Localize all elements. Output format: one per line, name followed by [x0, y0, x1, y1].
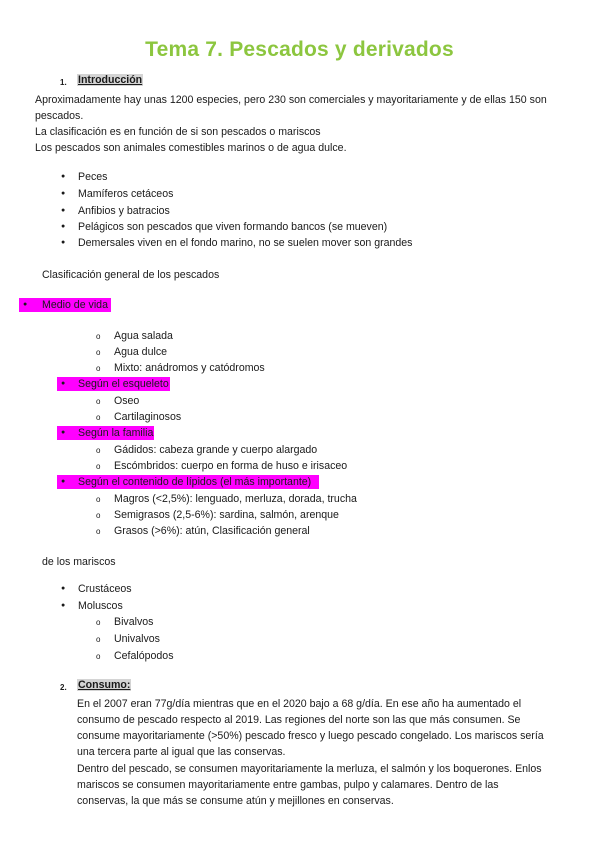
- list-item: Crustáceos: [78, 583, 132, 595]
- circle-bullet: o: [96, 495, 101, 504]
- intro-line-4: Los pescados son animales comestibles marinos o de agua dulce.: [35, 142, 347, 154]
- intro-line-2: pescados.: [35, 110, 84, 122]
- bullet-dot: ●: [61, 190, 66, 197]
- consumo-line-6: mariscos se consumen mayoritariamente entre gambas, pulpo y calamares. Dentro de las: [77, 779, 499, 791]
- circle-bullet: o: [96, 348, 101, 357]
- list-item: Gádidos: cabeza grande y cuerpo alargado: [114, 444, 318, 456]
- bullet-dot: ●: [61, 585, 66, 592]
- bullet-dot: ●: [61, 478, 66, 485]
- group-label-familia: Según la familia: [78, 427, 154, 439]
- list-item: Pelágicos son pescados que viven formando bancos (se mueven): [78, 221, 388, 233]
- intro-line-3: La clasificación es en función de si son pescados o mariscos: [35, 126, 321, 138]
- circle-bullet: o: [96, 635, 101, 644]
- group-label-medio-de-vida: Medio de vida: [42, 299, 108, 311]
- bullet-dot: ●: [61, 239, 66, 246]
- circle-bullet: o: [96, 332, 101, 341]
- section-1-heading-text: Introducción: [78, 74, 143, 86]
- list-item: Grasos (>6%): atún, Clasificación general: [114, 525, 310, 537]
- list-item: Bivalvos: [114, 616, 154, 628]
- consumo-line-4: una tercera parte al igual que las conservas.: [77, 746, 286, 758]
- section-2-number: 2.: [60, 683, 67, 692]
- bullet-dot: ●: [61, 380, 66, 387]
- section-2-heading: [77, 679, 131, 691]
- list-item: Oseo: [114, 395, 140, 407]
- list-item: Mamíferos cetáceos: [78, 188, 174, 200]
- circle-bullet: o: [96, 527, 101, 536]
- circle-bullet: o: [96, 462, 101, 471]
- classification-title: Clasificación general de los pescados: [42, 269, 220, 281]
- circle-bullet: o: [96, 652, 101, 661]
- consumo-line-3: consume mayoritariamente (>50%) pescado fresco y luego pescado congelado. Los mariscos sería: [77, 730, 544, 742]
- list-item: Anfibios y batracios: [78, 205, 170, 217]
- bullet-dot: ●: [61, 429, 66, 436]
- circle-bullet: o: [96, 618, 101, 627]
- section-2-heading-text: Consumo:: [78, 679, 131, 691]
- list-item: Escómbridos: cuerpo en forma de huso e irisaceo: [114, 460, 348, 472]
- list-item: Mixto: anádromos y catódromos: [114, 362, 265, 374]
- list-item: Moluscos: [78, 600, 123, 612]
- list-item: Semigrasos (2,5-6%): sardina, salmón, arenque: [114, 509, 339, 521]
- list-item: Demersales viven en el fondo marino, no se suelen mover son grandes: [78, 237, 413, 249]
- consumo-line-2: consumo de pescado respecto al 2019. Las regiones del norte son las que más consumen. Se: [77, 714, 521, 726]
- consumo-line-7: conservas, la que más se consume atún y mejillones en conservas.: [77, 795, 394, 807]
- list-item: Magros (<2,5%): lenguado, merluza, dorada, trucha: [114, 493, 357, 505]
- intro-line-1: Aproximadamente hay unas 1200 especies, pero 230 son comerciales y mayoritariamente y de ellas 150 son: [35, 94, 547, 106]
- list-item: Agua dulce: [114, 346, 168, 358]
- section-1-number: 1.: [60, 78, 67, 87]
- list-item: Agua salada: [114, 330, 173, 342]
- section-1-heading: [77, 74, 143, 86]
- bullet-dot: ●: [61, 223, 66, 230]
- circle-bullet: o: [96, 397, 101, 406]
- bullet-dot: ●: [61, 602, 66, 609]
- list-item: Cefalópodos: [114, 650, 174, 662]
- circle-bullet: o: [96, 413, 101, 422]
- list-item: Cartilaginosos: [114, 411, 182, 423]
- group-label-esqueleto: Según el esqueleto: [78, 378, 169, 390]
- consumo-line-5: Dentro del pescado, se consumen mayoritariamente la merluza, el salmón y los boquerones. Enlos: [77, 763, 542, 775]
- consumo-line-1: En el 2007 eran 77g/día mientras que en el 2020 bajo a 68 g/día. En ese año ha aumentado el: [77, 698, 522, 710]
- bullet-dot: ●: [23, 301, 28, 308]
- circle-bullet: o: [96, 511, 101, 520]
- bullet-dot: ●: [61, 207, 66, 214]
- circle-bullet: o: [96, 446, 101, 455]
- group-label-lipidos: Según el contenido de lípidos (el más importante): [78, 476, 312, 488]
- list-item: Peces: [78, 171, 108, 183]
- page-title: Tema 7. Pescados y derivados: [145, 38, 454, 61]
- list-item: Univalvos: [114, 633, 160, 645]
- circle-bullet: o: [96, 364, 101, 373]
- mariscos-title: de los mariscos: [42, 556, 116, 568]
- bullet-dot: ●: [61, 173, 66, 180]
